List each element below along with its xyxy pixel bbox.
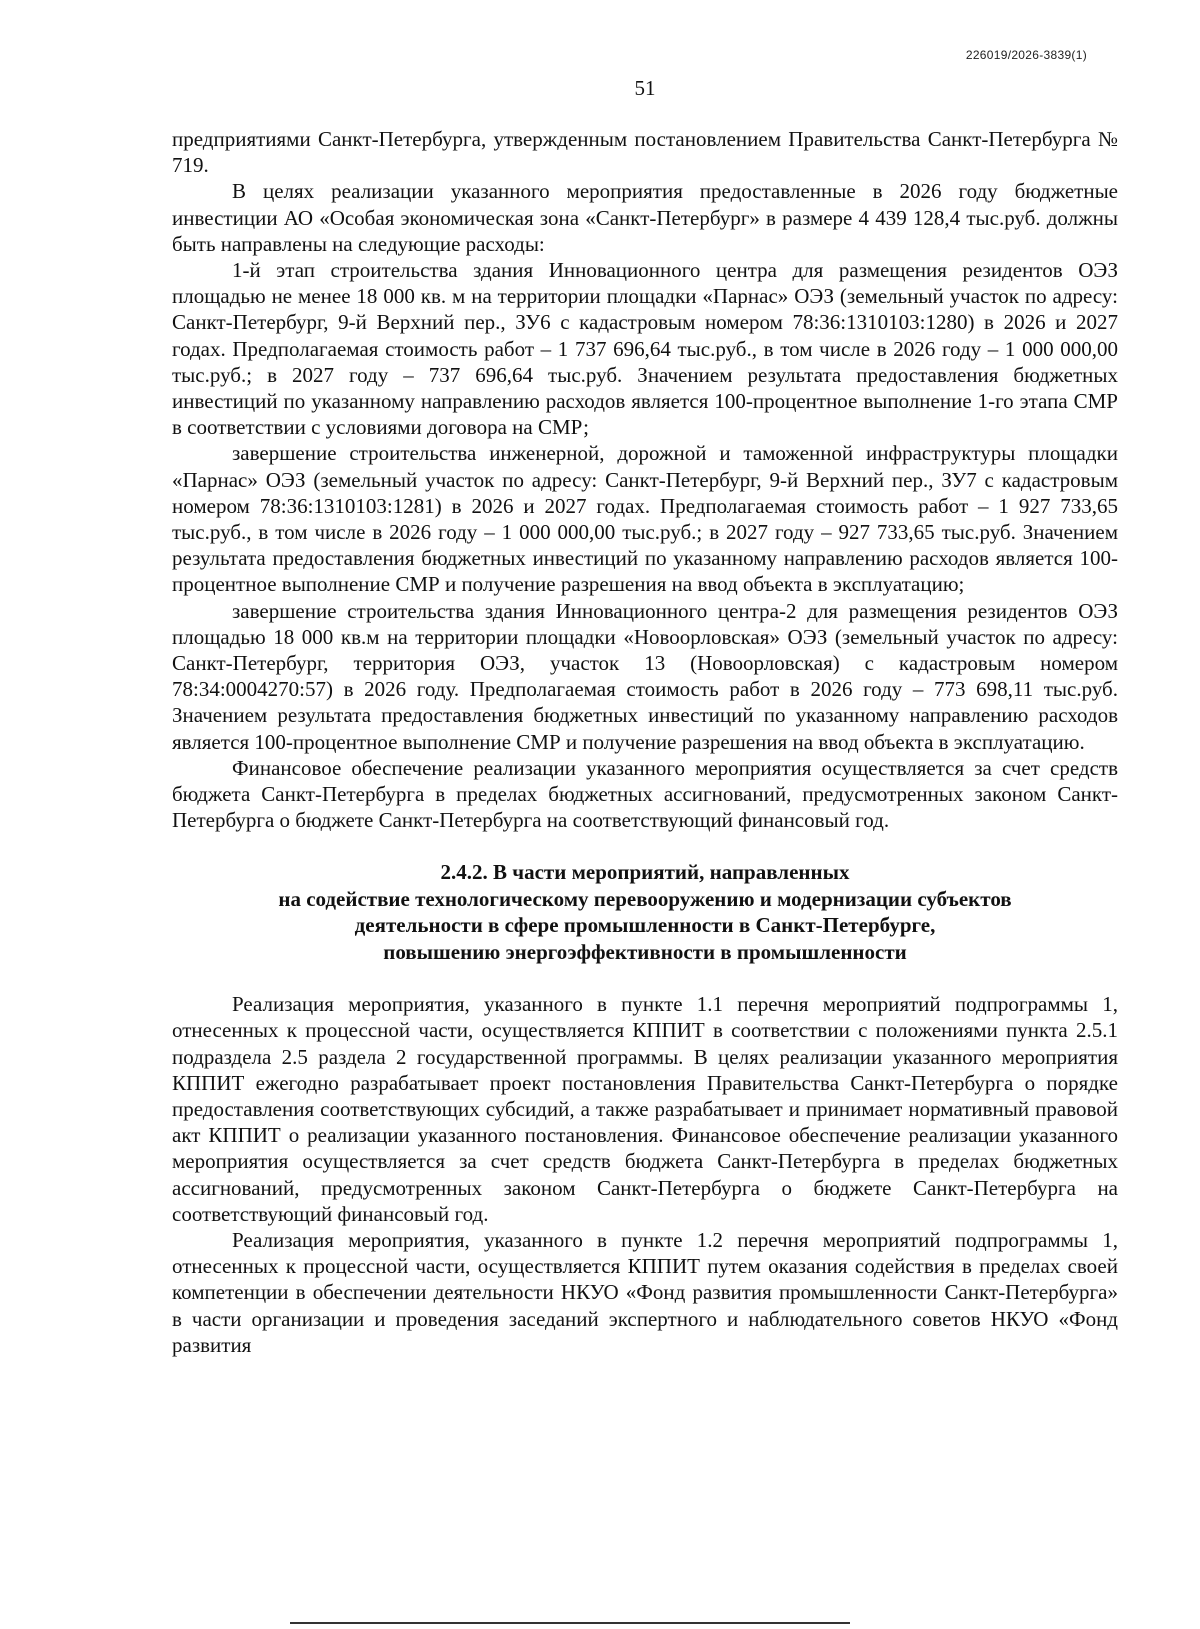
section-heading-line: 2.4.2. В части мероприятий, направленных [440,860,850,885]
scan-edge-line [290,1622,850,1624]
section-heading [172,859,1118,965]
paragraph: В целях реализации указанного мероприятия предоставленные в 2026 году бюджетные инвестиции АО «Особая экономическая зона «Санкт-Петербург» в размере 4 439 128,4 тыс.руб. должны быть направлены на следующие расходы: [172,179,1118,256]
section-heading-line: на содействие технологическому перевооружению и модернизации субъектов [278,886,1012,911]
document-body [172,126,1118,1358]
section-heading-line: повышению энергоэффективности в промышленности [383,939,907,964]
paragraph: завершение строительства здания Инновационного центра-2 для размещения резидентов ОЭЗ площадью 18 000 кв.м на территории площадки «Новоорловская» ОЭЗ (земельный участок по адресу: Санкт-Петербург, территория ОЭЗ, участок 13 (Новоорловская) с кадастровым номером 78:34:0004270:57) в 2026 году. Предполагаемая стоимость работ в 2026 году – 773 698,11 тыс.руб. Значением результата предоставления бюджетных инвестиций по указанному направлению расходов является 100-процентное выполнение СМР и получение разрешения на ввод объекта в эксплуатацию. [172,598,1118,754]
paragraph: Реализация мероприятия, указанного в пункте 1.2 перечня мероприятий подпрограммы 1, отнесенных к процессной части, осуществляется КППИТ путем оказания содействия в пределах своей компетенции в обеспечении деятельности НКУО «Фонд развития промышленности Санкт-Петербурга» в части организации и проведения заседаний экспертного и наблюдательного советов НКУО «Фонд развития [172,1227,1118,1357]
page-number: 51 [634,76,656,100]
paragraph: Реализация мероприятия, указанного в пункте 1.1 перечня мероприятий подпрограммы 1, отнесенных к процессной части, осуществляется КППИТ в соответствии с положениями пункта 2.5.1 подраздела 2.5 раздела 2 государственной программы. В целях реализации указанного мероприятия КППИТ ежегодно разрабатывает проект постановления Правительства Санкт-Петербурга о порядке предоставления соответствующих субсидий, а также разрабатывает и принимает нормативный правовой акт КППИТ о реализации указанного постановления. Финансовое обеспечение реализации указанного мероприятия осуществляется за счет средств бюджета Санкт-Петербурга в пределах бюджетных ассигнований, предусмотренных законом Санкт-Петербурга о бюджете Санкт-Петербурга на соответствующий финансовый год. [172,992,1118,1226]
document-id: 226019/2026-3839(1) [965,48,1087,62]
paragraph: 1-й этап строительства здания Инновационного центра для размещения резидентов ОЭЗ площадью не менее 18 000 кв. м на территории площадки «Парнас» ОЭЗ (земельный участок по адресу: Санкт-Петербург, 9-й Верхний пер., ЗУ6 с кадастровым номером 78:36:1310103:1280) в 2026 и 2027 годах. Предполагаемая стоимость работ – 1 737 696,64 тыс.руб., в том числе в 2026 году – 1 000 000,00 тыс.руб.; в 2027 году – 737 696,64 тыс.руб. Значением результата предоставления бюджетных инвестиций по указанному направлению расходов является 100-процентное выполнение 1-го этапа СМР в соответствии с условиями договора на СМР; [172,258,1118,440]
paragraph-continuation: предприятиями Санкт-Петербурга, утвержденным постановлением Правительства Санкт-Петербурга № 719. [172,127,1118,178]
paragraph: Финансовое обеспечение реализации указанного мероприятия осуществляется за счет средств бюджета Санкт-Петербурга в пределах бюджетных ассигнований, предусмотренных законом Санкт-Петербурга о бюджете Санкт-Петербурга на соответствующий финансовый год. [172,755,1118,833]
paragraph: завершение строительства инженерной, дорожной и таможенной инфраструктуры площадки «Парнас» ОЭЗ (земельный участок по адресу: Санкт-Петербург, 9-й Верхний пер., ЗУ7 с кадастровым номером 78:36:1310103:1281) в 2026 и 2027 годах. Предполагаемая стоимость работ – 1 927 733,65 тыс.руб., в том числе в 2026 году – 1 000 000,00 тыс.руб.; в 2027 году – 927 733,65 тыс.руб. Значением результата предоставления бюджетных инвестиций по указанному направлению расходов является 100-процентное выполнение СМР и получение разрешения на ввод объекта в эксплуатацию; [172,441,1118,597]
section-heading-line: деятельности в сфере промышленности в Санкт-Петербурге, [354,913,936,938]
